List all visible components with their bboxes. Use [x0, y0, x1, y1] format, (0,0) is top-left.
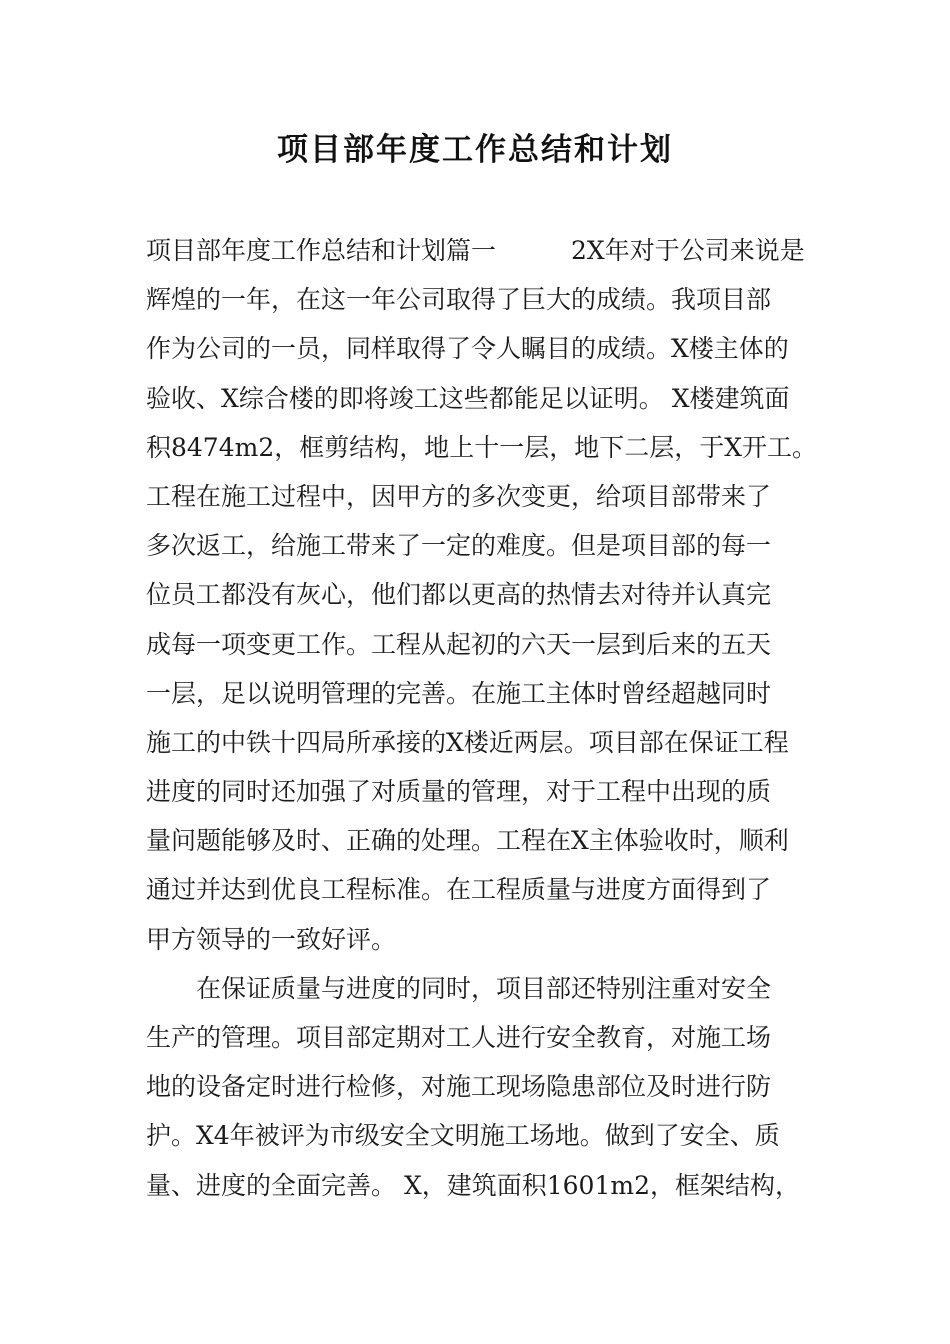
text-line: 工程在施工过程中，因甲方的多次变更，给项目部带来了: [146, 481, 772, 511]
text-line: 生产的管理。项目部定期对工人进行安全教育，对施工场: [146, 1023, 772, 1052]
text-line: 一层，足以说明管理的完善。在施工主体时曾经超越同时: [146, 678, 772, 708]
text-line: 量、进度的全面完善。 X，建筑面积1601m2，框架结构，: [146, 1170, 800, 1200]
text-line: 作为公司的一员，同样取得了令人瞩目的成绩。X楼主体的: [146, 334, 789, 364]
paragraph-1: [146, 226, 826, 964]
text-line: 积8474m2，框剪结构，地上十一层，地下二层，于X开工。: [146, 432, 818, 462]
text-line: 施工的中铁十四局所承接的X楼近两层。项目部在保证工程: [146, 727, 789, 757]
text-line: 项目部年度工作总结和计划篇一 2X年对于公司来说是: [146, 236, 805, 265]
document-body: [146, 226, 826, 1210]
text-line: 甲方领导的一致好评。: [146, 924, 397, 954]
text-line: 通过并达到优良工程标准。在工程质量与进度方面得到了: [146, 875, 772, 905]
paragraph-2: [146, 964, 826, 1210]
text-line: 在保证质量与进度的同时，项目部还特别注重对安全: [196, 973, 772, 1003]
text-line: 验收、X综合楼的即将竣工这些都能足以证明。 X楼建筑面: [146, 383, 790, 413]
text-line: 地的设备定时进行检修，对施工现场隐患部位及时进行防: [146, 1072, 772, 1102]
text-line: 护。X4年被评为市级安全文明施工场地。做到了安全、质: [146, 1121, 780, 1151]
text-line: 位员工都没有灰心，他们都以更高的热情去对待并认真完: [146, 580, 772, 610]
text-line: 量问题能够及时、正确的处理。工程在X主体验收时，顺利: [146, 826, 789, 856]
text-line: 多次返工，给施工带来了一定的难度。但是项目部的每一: [146, 531, 772, 561]
text-line: 进度的同时还加强了对质量的管理，对于工程中出现的质: [146, 777, 772, 807]
text-line: 辉煌的一年，在这一年公司取得了巨大的成绩。我项目部: [146, 285, 772, 315]
document-title: 项目部年度工作总结和计划: [277, 132, 673, 168]
text-line: 成每一项变更工作。工程从起初的六天一层到后来的五天: [146, 629, 772, 659]
